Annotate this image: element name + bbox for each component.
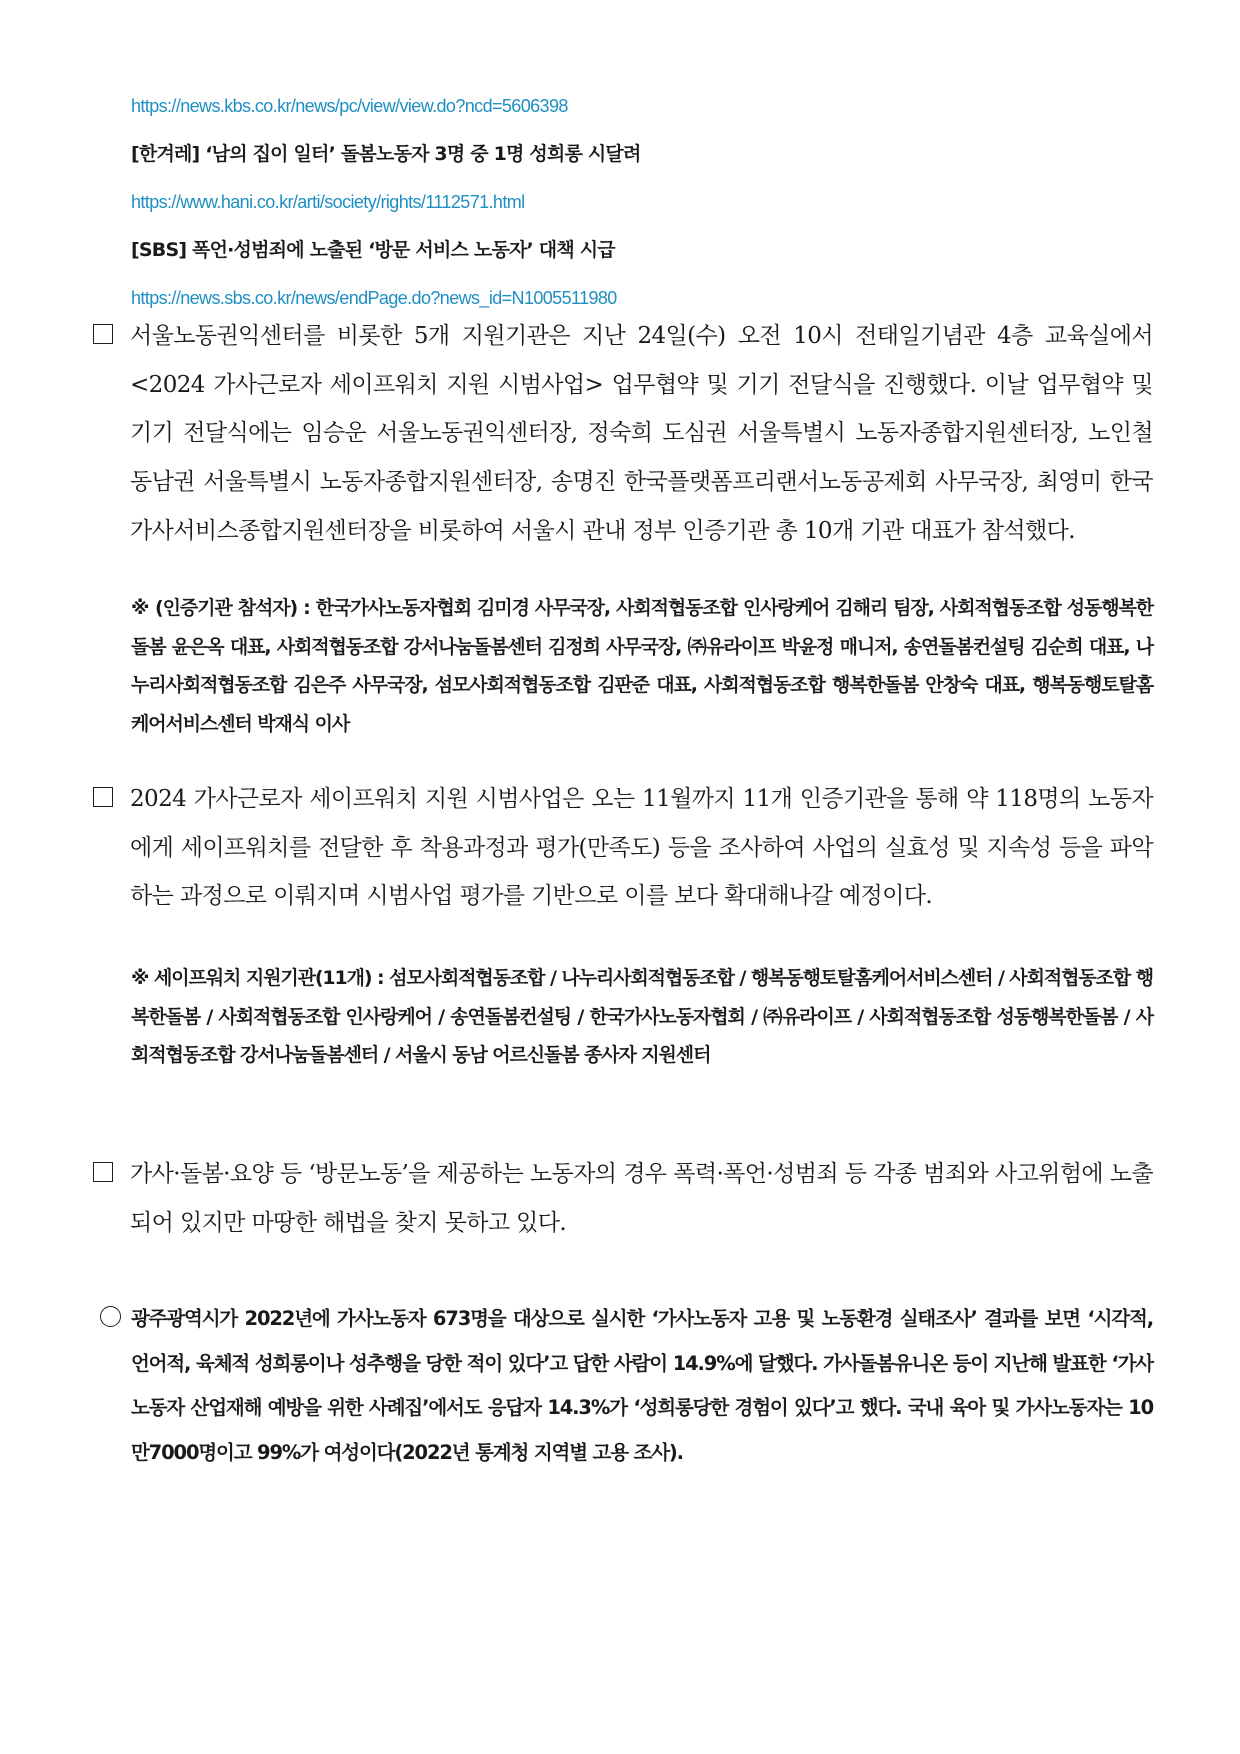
- checkbox-bullet-icon: [93, 1162, 113, 1182]
- attendee-note: ※ (인증기관 참석자) : 한국가사노동자협회 김미경 사무국장, 사회적협동조합 인사랑케어 김해리 팀장, 사회적협동조합 성동행복한돌봄 윤은옥 대표, 사회적협동조합 강서나눔돌봄센터 김정희 사무국장, ㈜유라이프 박윤정 매니저, 송연돌봄컨설팅 김순희 대표, 나누리사회적협동조합 김은주 사무국장, 섬모사회적협동조합 김판준 대표, 사회적협동조합 행복한돌봄 안창숙 대표, 행복동행토탈홈케어서비스센터 박재식 이사: [131, 597, 1153, 735]
- institution-note: ※ 세이프워치 지원기관(11개) : 섬모사회적협동조합 / 나누리사회적협동조합 / 행복동행토탈홈케어서비스센터 / 사회적협동조합 행복한돌봄 / 사회적협동조합 인사랑케어 / 송연돌봄컨설팅 / 한국가사노동자협회 / ㈜유라이프 / 사회적협동조합 성동행복한돌봄 / 사회적협동조합 강서나눔돌봄센터 / 서울시 동남 어르신돌봄 종사자 지원센터: [131, 967, 1153, 1066]
- kbs-news-link[interactable]: https://news.kbs.co.kr/news/pc/view/view.do?ncd=5606398: [131, 96, 568, 116]
- section-mou-text: 서울노동권익센터를 비롯한 5개 지원기관은 지난 24일(수) 오전 10시 전태일기념관 4층 교육실에서 <2024 가사근로자 세이프워치 지원 시범사업> 업무협약 및 기기 전달식을 진행했다. 이날 업무협약 및 기기 전달식에는 임승운 서울노동권익센터장, 정숙희 도심권 서울특별시 노동자종합지원센터장, 노인철 동남권 서울특별시 노동자종합지원센터장, 송명진 한국플랫폼프리랜서노동공제회 사무국장, 최영미 한국가사서비스종합지원센터장을 비롯하여 서울시 관내 정부 인증기관 총 10개 기관 대표가 참석했다.: [130, 323, 1153, 544]
- section-mou-ceremony: [93, 312, 1153, 556]
- section-visiting-text: 가사·돌봄·요양 등 ‘방문노동’을 제공하는 노동자의 경우 폭력·폭언·성범죄 등 각종 범죄와 사고위험에 노출되어 있지만 마땅한 해법을 찾지 못하고 있다.: [130, 1161, 1153, 1236]
- sbs-news-title: [SBS] 폭언·성범죄에 노출된 ‘방문 서비스 노동자’ 대책 시급: [131, 239, 615, 261]
- checkbox-bullet-icon: [93, 787, 113, 807]
- news-references: [131, 82, 1131, 322]
- section-visiting-labor: [93, 1150, 1153, 1247]
- sbs-news-link[interactable]: https://news.sbs.co.kr/news/endPage.do?news_id=N1005511980: [131, 288, 617, 308]
- checkbox-bullet-icon: [93, 324, 113, 344]
- hani-news-title: [한겨레] ‘남의 집이 일터’ 돌봄노동자 3명 중 1명 성희롱 시달려: [131, 143, 641, 165]
- circle-bullet-icon: [100, 1306, 121, 1327]
- hani-news-link[interactable]: https://www.hani.co.kr/arti/society/rights/1112571.html: [131, 192, 525, 212]
- section-survey-text: 광주광역시가 2022년에 가사노동자 673명을 대상으로 실시한 ‘가사노동자 고용 및 노동환경 실태조사’ 결과를 보면 ‘시각적, 언어적, 육체적 성희롱이나 성추행을 당한 적이 있다’고 답한 사람이 14.9%에 달했다. 가사돌봄유니온 등이 지난해 발표한 ‘가사노동자 산업재해 예방을 위한 사례집’에서도 응답자 14.3%가 ‘성희롱당한 경험이 있다’고 했다. 국내 육아 및 가사노동자는 10만7000명이고 99%가 여성이다(2022년 통계청 지역별 고용 조사).: [131, 1307, 1153, 1464]
- section-pilot-text: 2024 가사근로자 세이프워치 지원 시범사업은 오는 11월까지 11개 인증기관을 통해 약 118명의 노동자에게 세이프워치를 전달한 후 착용과정과 평가(만족도) 등을 조사하여 사업의 실효성 및 지속성 등을 파악하는 과정으로 이뤄지며 시범사업 평가를 기반으로 이를 보다 확대해나갈 예정이다.: [130, 786, 1153, 910]
- section-pilot-project: [93, 775, 1153, 921]
- section-survey-results: [100, 1297, 1153, 1475]
